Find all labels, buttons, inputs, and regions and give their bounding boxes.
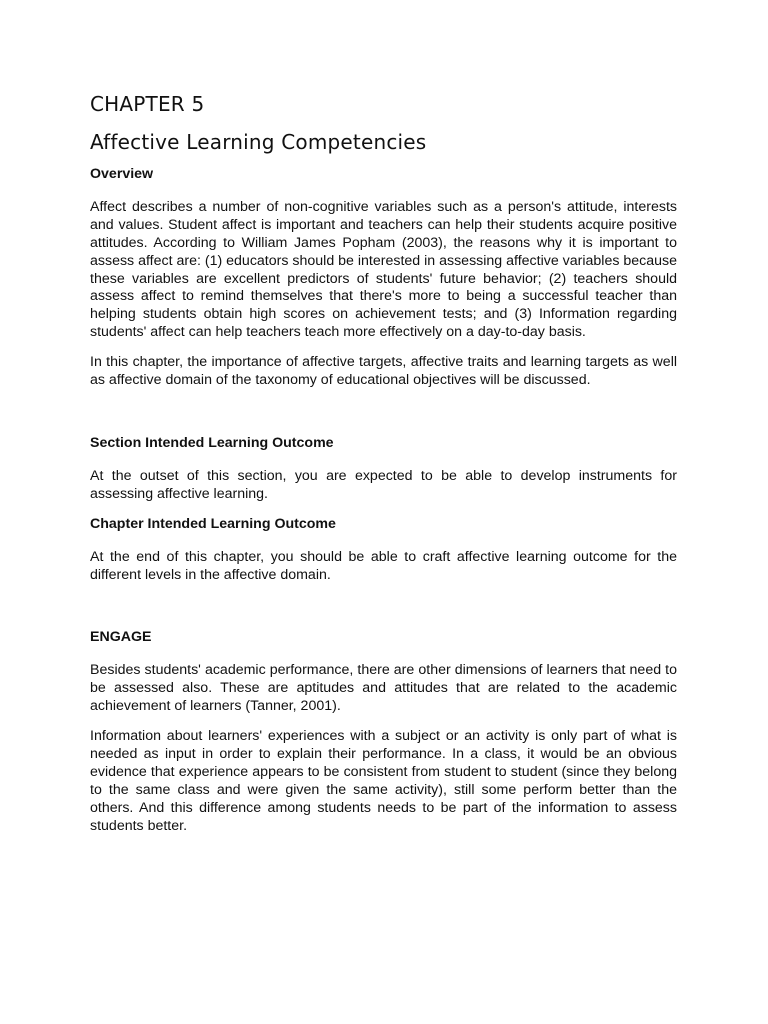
chapter-title: Affective Learning Competencies bbox=[90, 130, 427, 154]
section-spacer bbox=[90, 596, 677, 629]
section-outcome-heading: Section Intended Learning Outcome bbox=[90, 434, 334, 451]
document-page bbox=[90, 92, 677, 847]
engage-paragraph-1: Besides students' academic performance, there are other dimensions of learners that need to be assessed also. These are aptitudes and attitudes that are related to the academic achievement of learners (Tanner, 2001). bbox=[90, 662, 677, 715]
engage-paragraph-2: Information about learners' experiences with a subject or an activity is only part of what is needed as input in order to explain their performance. In a class, it would be an obvious evidence that experience appears to be consistent from student to student (since they belong to the same class and were given the same activity), still some perform better than the others. And this difference among students needs to be part of the information to assess students better. bbox=[90, 728, 677, 834]
chapter-label: CHAPTER 5 bbox=[90, 92, 205, 116]
overview-paragraph-2: In this chapter, the importance of affective targets, affective traits and learning targets as well as affective domain of the taxonomy of educational objectives will be discussed. bbox=[90, 354, 677, 389]
overview-heading: Overview bbox=[90, 166, 154, 182]
overview-paragraph-1: Affect describes a number of non-cognitive variables such as a person's attitude, interests and values. Student affect is important and teachers can help their students acquire positive attitudes. According to William James Popham (2003), the reasons why it is important to assess affect are: (1) educators should be interested in assessing affective variables because these variables are excellent predictors of students' future behavior; (2) teachers should assess affect to remind themselves that there's more to being a successful teacher than helping students obtain high scores on achievement tests; and (3) Information regarding students' affect can help teachers teach more effectively on a day-to-day basis. bbox=[90, 198, 678, 341]
section-spacer bbox=[90, 402, 677, 435]
chapter-outcome-heading: Chapter Intended Learning Outcome bbox=[90, 515, 336, 532]
section-outcome-text: At the outset of this section, you are expected to be able to develop instruments for assessing affective learning. bbox=[90, 467, 677, 502]
chapter-outcome-text: At the end of this chapter, you should be able to craft affective learning outcome for the different levels in the affective domain. bbox=[90, 548, 677, 583]
engage-heading: ENGAGE bbox=[90, 629, 152, 646]
